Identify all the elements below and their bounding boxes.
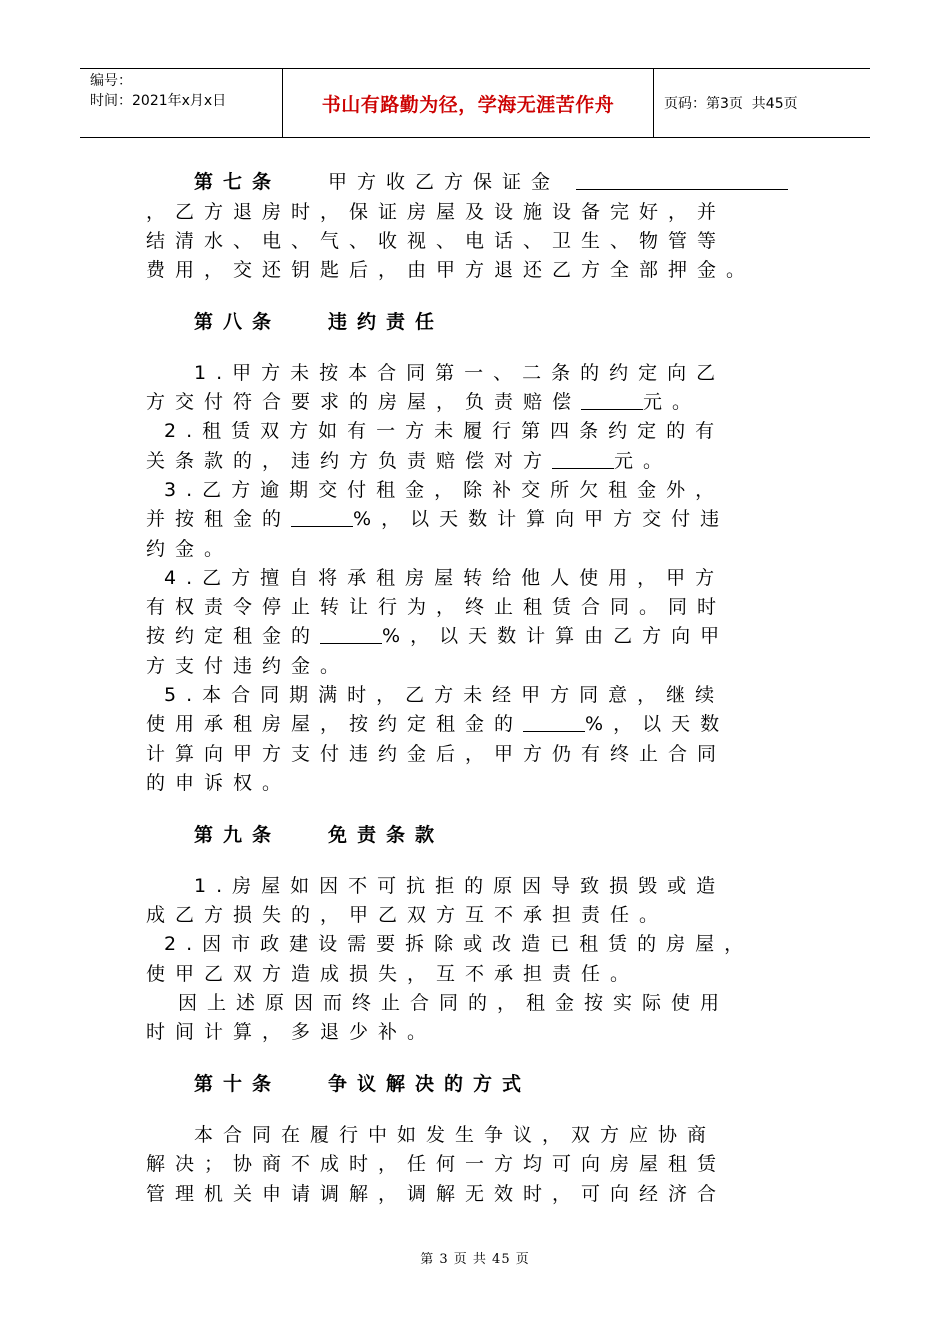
article-7-line-4: 费用，交还钥匙后，由甲方退还乙方全部押金。 (146, 259, 756, 281)
article-8-p1-line-2: 方交付符合要求的房屋，负责赔偿 元。 (146, 391, 702, 413)
article-8-p3-line-3: 约金。 (146, 538, 234, 560)
article-8-p5-line-2: 使用承租房屋，按约定租金的 %，以天数 (146, 713, 730, 735)
article-9-p2-line-1: 2.因市政建设需要拆除或改造已租赁的房屋， (164, 933, 754, 955)
article-8-p2-line-1: 2.租赁双方如有一方未履行第四条约定的有 (164, 420, 725, 442)
article-10-p1-line-1: 本合同在履行中如发生争议，双方应协商 (194, 1124, 717, 1146)
article-8-p2-line-2: 关条款的，违约方负责赔偿对方 元。 (146, 450, 673, 472)
article-9-p3-line-2: 时间计算，多退少补。 (146, 1021, 437, 1043)
article-8-p1-line-1: 1.甲方未按本合同第一、二条的约定向乙 (194, 362, 726, 384)
article-8-p4-line-3: 按约定租金的 %，以天数计算由乙方向甲 (146, 625, 730, 647)
article-8-p4-line-4: 方支付违约金。 (146, 655, 350, 677)
article-8-title: 违约责任 (328, 311, 445, 333)
article-8-p4-line-1: 4.乙方擅自将承租房屋转给他人使用，甲方 (164, 567, 725, 589)
article-8-p5-line-1: 5.本合同期满时，乙方未经甲方同意，继续 (164, 684, 725, 706)
article-9-p2-line-2: 使甲乙双方造成损失，互不承担责任。 (146, 963, 640, 985)
article-8-p5-line-3: 计算向甲方支付违约金后，甲方仍有终止合同 (146, 743, 727, 765)
page-footer: 第 3 页 共 45 页 (420, 1252, 530, 1267)
penalty-rate-blank-1 (291, 508, 353, 527)
header-page-info (654, 69, 870, 137)
article-7-heading: 第七条 (194, 171, 282, 193)
article-9-p3-line-1: 因上述原因而终止合同的，租金按实际使用 (178, 992, 730, 1014)
article-9-p1-line-2: 成乙方损失的，甲乙双方互不承担责任。 (146, 904, 669, 926)
article-8-heading: 第八条 (194, 311, 282, 333)
article-8-p3-line-2: 并按租金的 %，以天数计算向甲方交付违 (146, 508, 730, 530)
article-7-line-1: 甲方收乙方保证金 (328, 170, 788, 194)
deposit-blank (576, 171, 788, 190)
header-motto: 书山有路勤为径，学海无涯苦作舟 (282, 69, 654, 137)
article-8-p3-line-1: 3.乙方逾期交付租金，除补交所欠租金外， (164, 479, 725, 501)
number-label: 编号： (90, 73, 132, 89)
article-10-heading: 第十条 (194, 1073, 282, 1095)
article-8-p4-line-2: 有权责令停止转让行为，终止租赁合同。同时 (146, 596, 727, 618)
article-10-p1-line-3: 管理机关申请调解，调解无效时，可向经济合 (146, 1183, 727, 1205)
article-9-p1-line-1: 1.房屋如因不可抗拒的原因导致损毁或造 (194, 875, 726, 897)
penalty-rate-blank-2 (320, 625, 382, 644)
article-7-line-2: ，乙方退房时，保证房屋及设施设备完好，并 (146, 201, 727, 223)
article-10-title: 争议解决的方式 (328, 1073, 532, 1095)
article-8-p5-line-4: 的申诉权。 (146, 772, 292, 794)
page-info-text: 页码：第3页 共45页 (664, 96, 798, 112)
page-header (80, 68, 870, 138)
article-9-title: 免责条款 (328, 824, 445, 846)
compensation-blank-1 (581, 391, 643, 410)
article-9-heading: 第九条 (194, 824, 282, 846)
header-meta (80, 69, 282, 137)
article-10-p1-line-2: 解决；协商不成时，任何一方均可向房屋租赁 (146, 1153, 727, 1175)
compensation-blank-2 (552, 450, 614, 469)
penalty-rate-blank-3 (523, 713, 585, 732)
date-label: 时间：2021年x月x日 (90, 93, 227, 109)
article-7-line-3: 结清水、电、气、收视、电话、卫生、物管等 (146, 230, 727, 252)
